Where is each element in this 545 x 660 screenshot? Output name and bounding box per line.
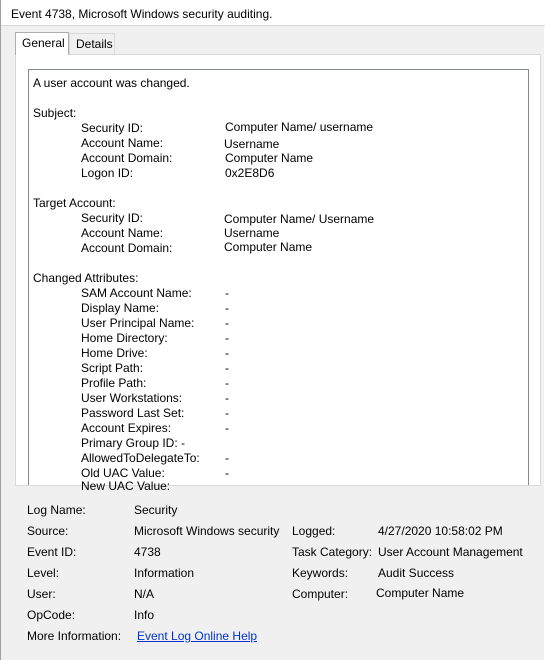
source-label: Source:: [27, 524, 69, 538]
subject-logon-id-value: 0x2E8D6: [225, 166, 275, 180]
log-name-label: Log Name:: [27, 503, 86, 517]
subject-account-name-value: Username: [224, 137, 280, 151]
log-name-value: Security: [134, 503, 178, 517]
subject-account-name-label: Account Name:: [81, 136, 164, 150]
keywords-value: Audit Success: [378, 566, 455, 580]
event-description-textbox[interactable]: [28, 69, 529, 493]
event-details-section: [1, 486, 545, 660]
event-id-label: Event ID:: [27, 545, 77, 559]
attribute-name: Display Name:: [81, 301, 160, 315]
attribute-value: -: [225, 466, 229, 480]
target-security-id-value: Computer Name/ Username: [224, 212, 375, 226]
attribute-value: -: [225, 316, 229, 330]
attribute-value: -: [225, 421, 229, 435]
attribute-name: Account Expires:: [81, 421, 172, 435]
attribute-value: -: [225, 451, 229, 465]
target-account-name-value: Username: [224, 226, 280, 240]
attribute-value: -: [225, 346, 229, 360]
task-category-label: Task Category:: [292, 545, 373, 559]
subject-logon-id-label: Logon ID:: [81, 166, 134, 180]
window-title: Event 4738, Microsoft Windows security auditing.: [11, 7, 273, 21]
attribute-name: New UAC Value:: [81, 479, 171, 493]
attribute-value: -: [225, 391, 229, 405]
attribute-name: Password Last Set:: [81, 406, 185, 420]
event-id-value: 4738: [134, 545, 161, 559]
attribute-name: Profile Path:: [81, 376, 147, 390]
attribute-value: -: [225, 331, 229, 345]
subject-account-domain-label: Account Domain:: [81, 151, 173, 165]
target-account-domain-value: Computer Name: [224, 240, 313, 254]
attribute-name: User Principal Name:: [81, 316, 195, 330]
keywords-label: Keywords:: [292, 566, 349, 580]
changed-attributes-heading: Changed Attributes:: [33, 271, 139, 285]
tab-general[interactable]: General: [15, 32, 69, 55]
source-value: Microsoft Windows security: [134, 524, 280, 538]
attribute-name: SAM Account Name:: [81, 286, 192, 300]
attribute-value: -: [225, 286, 229, 300]
attribute-value: -: [225, 406, 229, 420]
level-value: Information: [134, 566, 195, 580]
attribute-value: -: [225, 376, 229, 390]
target-account-name-label: Account Name:: [81, 226, 164, 240]
subject-security-id-value: Computer Name/ username: [225, 120, 374, 134]
opcode-label: OpCode:: [27, 608, 76, 622]
event-log-online-help-link[interactable]: Event Log Online Help: [137, 629, 258, 643]
attribute-name: Primary Group ID: -: [81, 436, 186, 450]
user-value: N/A: [134, 587, 155, 601]
attribute-value: -: [225, 301, 229, 315]
target-account-heading: Target Account:: [33, 196, 116, 210]
computer-label: Computer:: [292, 587, 349, 601]
attribute-name: Home Directory:: [81, 331, 168, 345]
tab-details[interactable]: Details: [69, 33, 115, 55]
subject-account-domain-value: Computer Name: [225, 151, 314, 165]
intro-text: A user account was changed.: [33, 76, 190, 90]
opcode-value: Info: [134, 608, 155, 622]
level-label: Level:: [27, 566, 60, 580]
title-bar: [1, 0, 545, 26]
general-tab-panel: [15, 54, 541, 493]
logged-label: Logged:: [292, 524, 336, 538]
task-category-value: User Account Management: [378, 545, 523, 559]
attribute-name: Script Path:: [81, 361, 144, 375]
user-label: User:: [27, 587, 56, 601]
subject-security-id-label: Security ID:: [81, 121, 144, 135]
target-security-id-label: Security ID:: [81, 211, 144, 225]
attribute-name: User Workstations:: [81, 391, 183, 405]
attribute-name: AllowedToDelegateTo:: [81, 451, 200, 465]
subject-heading: Subject:: [33, 106, 77, 120]
attribute-value: -: [225, 361, 229, 375]
more-information-label: More Information:: [27, 629, 122, 643]
logged-value: 4/27/2020 10:58:02 PM: [378, 524, 503, 538]
attribute-name: Home Drive:: [81, 346, 148, 360]
computer-value: Computer Name: [376, 586, 465, 600]
target-account-domain-label: Account Domain:: [81, 241, 173, 255]
attribute-name: Old UAC Value:: [81, 466, 165, 480]
